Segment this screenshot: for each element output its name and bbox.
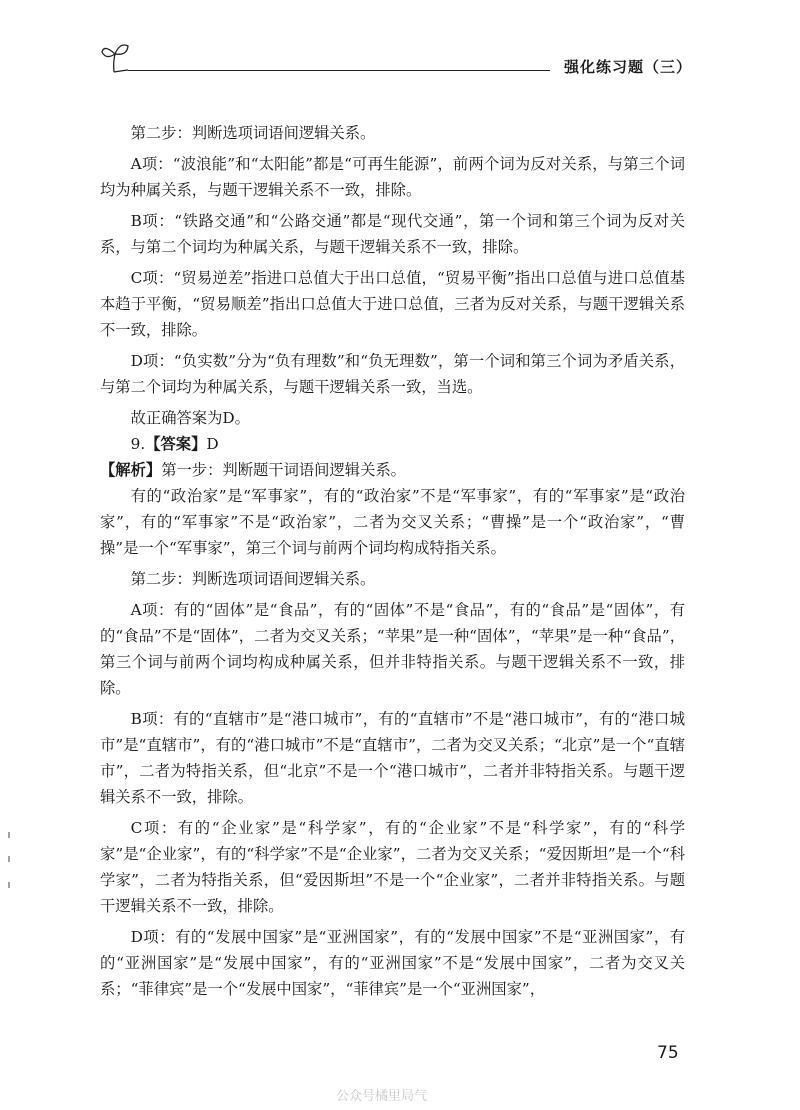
paragraph: 第二步：判断选项词语间逻辑关系。 — [130, 570, 376, 588]
watermark: 公众号橘里局气 — [336, 1089, 428, 1104]
paragraph: D项：有的“发展中国家”是“亚洲国家”，有的“发展中国家”不是“亚洲国家”，有的“亚洲国家”是“发展中国家”，有的“亚洲国家”不是“发展中国家”，二者为交叉关系；“菲律宾”是一个“发展中国家”，“菲律宾”是一个“亚洲国家”， — [100, 928, 685, 998]
answer-line — [100, 431, 685, 457]
analysis-text: 第一步：判断题干词语间逻辑关系。 — [161, 461, 406, 479]
paragraph: B项：有的“直辖市”是“港口城市”，有的“直辖市”不是“港口城市”，有的“港口城市”是“直辖市”，有的“港口城市”不是“直辖市”，二者为交叉关系；“北京”是一个“直辖市”，二者为特指关系，但“北京”不是一个“港口城市”，二者并非特指关系。与题干逻辑关系不一致，排除。 — [100, 710, 685, 806]
paragraph: 故正确答案为D。 — [130, 409, 250, 427]
answer-value: D — [206, 435, 219, 453]
paragraph: D项：“负实数”分为“负有理数”和“负无理数”，第一个词和第三个词为矛盾关系，与第二个词均为种属关系，与题干逻辑关系一致，当选。 — [100, 352, 685, 396]
page-body — [100, 120, 685, 1007]
sprout-icon — [100, 40, 130, 74]
answer-label: 【答案】 — [145, 435, 207, 453]
paragraph: C项：有的“企业家”是“科学家”，有的“企业家”不是“科学家”，有的“科学家”是“企业家”，有的“科学家”不是“企业家”，二者为交叉关系；“爱因斯坦”是一个“科学家”，二者为特指关系，但“爱因斯坦”不是一个“企业家”，二者并非特指关系。与题干逻辑关系不一致，排除。 — [100, 819, 685, 915]
scan-mark-decoration — [6, 832, 12, 892]
paragraph: A项：有的“固体”是“食品”，有的“固体”不是“食品”，有的“食品”是“固体”，有的“食品”不是“固体”，二者为交叉关系；“苹果”是一种“固体”，“苹果”是一种“食品”，第三个词与前两个词均构成种属关系，但并非特指关系。与题干逻辑关系不一致，排除。 — [100, 601, 685, 697]
page-number: 75 — [657, 1043, 679, 1063]
page-header — [100, 40, 700, 80]
paragraph: 第二步：判断选项词语间逻辑关系。 — [130, 124, 376, 142]
paragraph: A项：“波浪能”和“太阳能”都是“可再生能源”，前两个词为反对关系，与第三个词均为种属关系，与题干逻辑关系不一致，排除。 — [100, 155, 685, 199]
paragraph: 有的“政治家”是“军事家”，有的“政治家”不是“军事家”，有的“军事家”是“政治家”，有的“军事家”不是“政治家”，二者为交叉关系；“曹操”是一个“政治家”，“曹操”是一个“军事家”，第三个词与前两个词均构成特指关系。 — [100, 487, 685, 557]
header-rule — [128, 70, 550, 71]
analysis-line — [100, 457, 685, 483]
paragraph: B项：“铁路交通”和“公路交通”都是“现代交通”，第一个词和第三个词为反对关系，与第二个词均为种属关系，与题干逻辑关系不一致，排除。 — [100, 212, 685, 256]
header-title: 强化练习题（三） — [563, 58, 692, 76]
analysis-label: 【解析】 — [100, 461, 162, 479]
paragraph: C项：“贸易逆差”指进口总值大于出口总值，“贸易平衡”指出口总值与进口总值基本趋于平衡，“贸易顺差”指出口总值大于进口总值，三者为反对关系，与题干逻辑关系不一致，排除。 — [100, 269, 685, 339]
question-number: 9. — [130, 435, 146, 453]
